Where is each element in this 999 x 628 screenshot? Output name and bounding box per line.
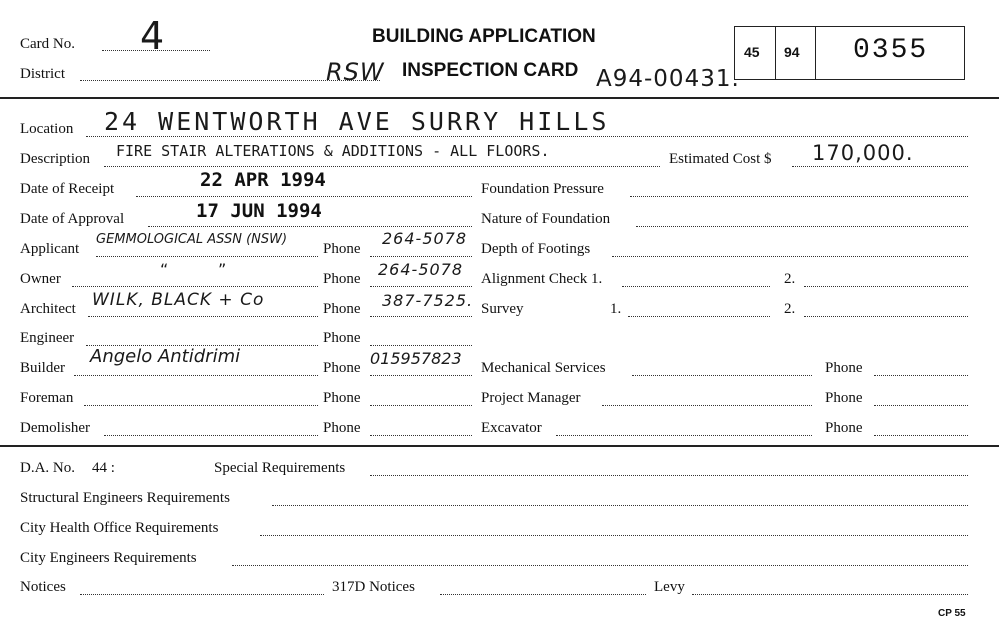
foreman-line — [84, 405, 318, 406]
date-receipt-value: 22 APR 1994 — [200, 169, 326, 191]
date-approval-value: 17 JUN 1994 — [196, 200, 322, 222]
description-line — [104, 166, 660, 167]
project-manager-phone-label: Phone — [825, 390, 863, 406]
health-requirements-label: City Health Office Requirements — [20, 520, 219, 536]
owner-phone-label: Phone — [323, 271, 361, 287]
engineers-requirements-line — [232, 565, 968, 566]
survey-1-label: 1. — [610, 301, 622, 317]
demolisher-phone-line — [370, 435, 472, 436]
card-no-value: 4 — [140, 14, 165, 58]
form-code: CP 55 — [938, 608, 966, 619]
excavator-line — [556, 435, 812, 436]
district-label: District — [20, 66, 65, 82]
survey-label: Survey — [481, 301, 524, 317]
builder-line — [74, 375, 318, 376]
survey-line-1 — [628, 316, 770, 317]
applicant-line — [96, 256, 318, 257]
applicant-phone-value: 264-5078 — [382, 229, 468, 248]
date-receipt-line — [136, 196, 472, 197]
engineer-phone-line — [370, 345, 472, 346]
box-b: 94 — [784, 44, 800, 60]
application-ref: A94-00431. — [596, 66, 740, 92]
box-a: 45 — [744, 44, 760, 60]
date-approval-line — [148, 226, 472, 227]
notices-317d-line — [440, 594, 646, 595]
engineer-label: Engineer — [20, 330, 75, 346]
date-receipt-label: Date of Receipt — [20, 181, 115, 197]
demolisher-label: Demolisher — [20, 420, 90, 436]
builder-phone-label: Phone — [323, 360, 361, 376]
levy-label: Levy — [654, 579, 685, 595]
notices-317d-label: 317D Notices — [332, 579, 415, 595]
alignment-check-line-1 — [622, 286, 770, 287]
foundation-pressure-line — [630, 196, 968, 197]
architect-value: WILK, BLACK + Co — [92, 290, 265, 310]
excavator-phone-label: Phone — [825, 420, 863, 436]
description-value: FIRE STAIR ALTERATIONS & ADDITIONS - ALL FLOORS. — [116, 142, 550, 160]
foundation-pressure-label: Foundation Pressure — [481, 181, 604, 197]
survey-2-label: 2. — [784, 301, 796, 317]
notices-line — [80, 594, 324, 595]
mechanical-phone-label: Phone — [825, 360, 863, 376]
depth-footings-line — [612, 256, 968, 257]
header-divider — [0, 97, 999, 99]
location-label: Location — [20, 121, 74, 137]
builder-label: Builder — [20, 360, 65, 376]
structural-requirements-line — [272, 505, 968, 506]
architect-label: Architect — [20, 301, 76, 317]
owner-line — [72, 286, 318, 287]
structural-requirements-label: Structural Engineers Requirements — [20, 490, 230, 506]
project-manager-label: Project Manager — [481, 390, 581, 406]
depth-footings-label: Depth of Footings — [481, 241, 591, 257]
estimated-cost-line — [792, 166, 968, 167]
alignment-check-2-label: 2. — [784, 271, 796, 287]
da-no-label: D.A. No. — [20, 460, 75, 476]
owner-phone-value: 264-5078 — [378, 260, 464, 279]
demolisher-phone-label: Phone — [323, 420, 361, 436]
card-no-label: Card No. — [20, 36, 75, 52]
builder-phone-line — [370, 375, 472, 376]
architect-line — [88, 316, 318, 317]
owner-label: Owner — [20, 271, 61, 287]
project-manager-line — [602, 405, 812, 406]
applicant-label: Applicant — [20, 241, 80, 257]
health-requirements-line — [260, 535, 968, 536]
mechanical-phone-line — [874, 375, 968, 376]
foreman-label: Foreman — [20, 390, 74, 406]
architect-phone-value: 387-7525. — [382, 291, 474, 310]
applicant-phone-line — [370, 256, 472, 257]
builder-value: Angelo Antidrimi — [90, 346, 241, 367]
notices-label: Notices — [20, 579, 66, 595]
mechanical-label: Mechanical Services — [481, 360, 606, 376]
builder-phone-value: 015957823 — [370, 349, 462, 368]
special-requirements-line — [370, 475, 968, 476]
survey-line-2 — [804, 316, 968, 317]
date-approval-label: Date of Approval — [20, 211, 125, 227]
alignment-check-line-2 — [804, 286, 968, 287]
form-subtitle: INSPECTION CARD — [402, 60, 579, 81]
demolisher-line — [104, 435, 318, 436]
form-title: BUILDING APPLICATION — [372, 26, 596, 47]
card-number-box — [734, 26, 965, 80]
architect-phone-label: Phone — [323, 301, 361, 317]
owner-value: “ ” — [160, 260, 228, 279]
project-manager-phone-line — [874, 405, 968, 406]
special-requirements-label: Special Requirements — [214, 460, 346, 476]
excavator-phone-line — [874, 435, 968, 436]
engineers-requirements-label: City Engineers Requirements — [20, 550, 197, 566]
owner-phone-line — [370, 286, 472, 287]
excavator-label: Excavator — [481, 420, 542, 436]
da-no-value: 44 : — [92, 460, 115, 476]
description-label: Description — [20, 151, 90, 167]
section-divider — [0, 445, 999, 447]
location-line — [86, 136, 968, 137]
engineer-phone-label: Phone — [323, 330, 361, 346]
box-number: 0355 — [853, 35, 929, 66]
applicant-value: GEMMOLOGICAL ASSN (NSW) — [96, 232, 288, 247]
nature-foundation-label: Nature of Foundation — [481, 211, 611, 227]
nature-foundation-line — [636, 226, 968, 227]
foreman-phone-line — [370, 405, 472, 406]
mechanical-line — [632, 375, 812, 376]
applicant-phone-label: Phone — [323, 241, 361, 257]
location-value: 24 WENTWORTH AVE SURRY HILLS — [104, 107, 610, 136]
estimated-cost-value: 170,000. — [812, 141, 914, 165]
architect-phone-line — [370, 316, 472, 317]
levy-line — [692, 594, 968, 595]
foreman-phone-label: Phone — [323, 390, 361, 406]
district-value: RSW — [326, 58, 385, 86]
alignment-check-label: Alignment Check 1. — [481, 271, 603, 287]
estimated-cost-label: Estimated Cost $ — [669, 151, 772, 167]
